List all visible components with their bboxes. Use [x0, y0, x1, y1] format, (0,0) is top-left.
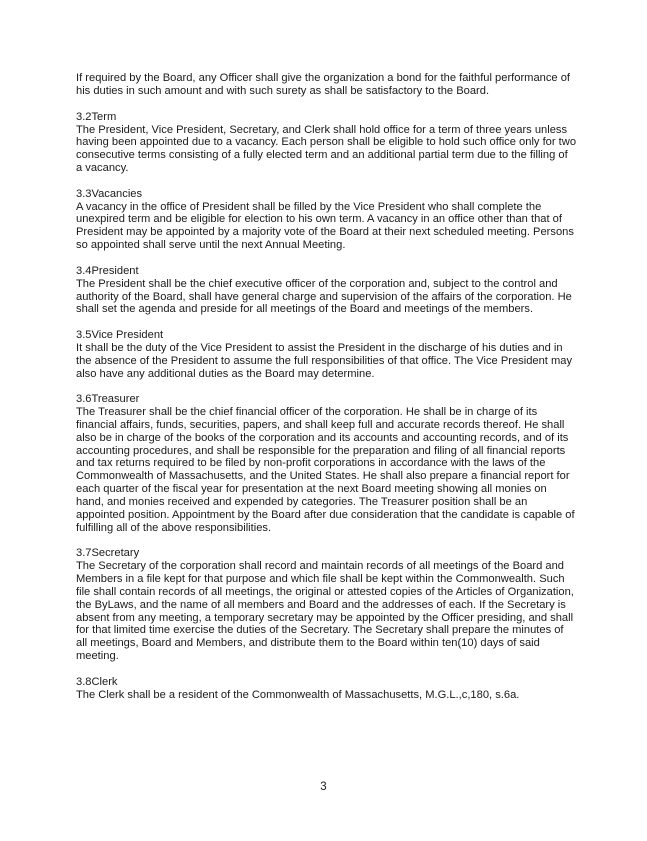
section-heading: 3.3Vacancies — [76, 187, 143, 200]
section-heading: 3.4President — [76, 264, 139, 277]
section-president — [76, 265, 576, 316]
section-heading: 3.8Clerk — [76, 675, 118, 688]
section-heading: 3.2Term — [76, 110, 117, 123]
section-body: The President, Vice President, Secretary, and Clerk shall hold office for a term of three years unless having been appointed due to a vacancy. Each person shall be eligible to hold such office only for two consecutive terms consisting of a fully elected term and an additional partial term due to the filling of a vacancy. — [76, 123, 577, 175]
section-heading: 3.7Secretary — [76, 547, 140, 560]
section-vice-president — [76, 329, 576, 380]
section-body: It shall be the duty of the Vice President to assist the President in the discharge of his duties and in the absence of the President to assume the full responsibilities of that office. The Vice President may also have any additional duties as the Board may determine. — [76, 341, 573, 380]
section-clerk — [76, 676, 576, 702]
page-number: 3 — [320, 781, 327, 793]
section-heading: 3.6Treasurer — [76, 393, 140, 406]
section-term — [76, 111, 576, 175]
section-vacancies — [76, 188, 576, 252]
section-body: The Treasurer shall be the chief financial officer of the corporation. He shall be in charge of its financial affairs, funds, securities, papers, and shall keep full and accurate records thereof. He shall also be in charge of the books of the corporation and its accounts and accounting records, and of its accounting procedures, and shall be responsible for the preparation and filing of all financial reports and tax returns required to be filed by non-profit corporations in accordance with the laws of the Commonwealth of Massachusetts, and the United States. He shall also prepare a financial report for each quarter of the fiscal year for presentation at the next Board meeting showing all monies on hand, and monies received and expended by categories. The Treasurer position shall be an appointed position. Appointment by the Board after due consideration that the candidate is capable of fulfilling all of the above responsibilities. — [76, 406, 575, 534]
section-body: The President shall be the chief executive officer of the corporation and, subject to the control and authority of the Board, shall have general charge and supervision of the affairs of the corporation. He shall set the agenda and preside for all meetings of the Board and meetings of the members. — [76, 277, 572, 316]
section-treasurer — [76, 393, 576, 534]
section-body: The Secretary of the corporation shall record and maintain records of all meetings of the Board and Members in a file kept for that purpose and which file shall be kept within the Commonwealth. Such file shall contain records of all meetings, the original or attested copies of the Articles of Organization, the ByLaws, and the name of all members and Board and the addresses of each. If the Secretary is absent from any meeting, a temporary secretary may be appointed by the Officer presiding, and shall for that limited time exercise the duties of the Secretary. The Secretary shall prepare the minutes of all meetings, Board and Members, and distribute them to the Board within ten(10) days of said meeting. — [76, 560, 574, 663]
section-heading: 3.5Vice President — [76, 329, 164, 342]
intro-paragraph: If required by the Board, any Officer shall give the organization a bond for the faithful performance of his duties in such amount and with such surety as shall be satisfactory to the Board. — [76, 72, 570, 97]
section-body: The Clerk shall be a resident of the Commonwealth of Massachusetts, M.G.L.,c,180, s.6a. — [76, 688, 520, 701]
document-page — [76, 72, 576, 714]
section-secretary — [76, 547, 576, 663]
section-body: A vacancy in the office of President shall be filled by the Vice President who shall complete the unexpired term and be eligible for election to his own term. A vacancy in an office other than that of President may be appointed by a majority vote of the Board at their next scheduled meeting. Persons so appointed shall serve until the next Annual Meeting. — [76, 200, 574, 252]
